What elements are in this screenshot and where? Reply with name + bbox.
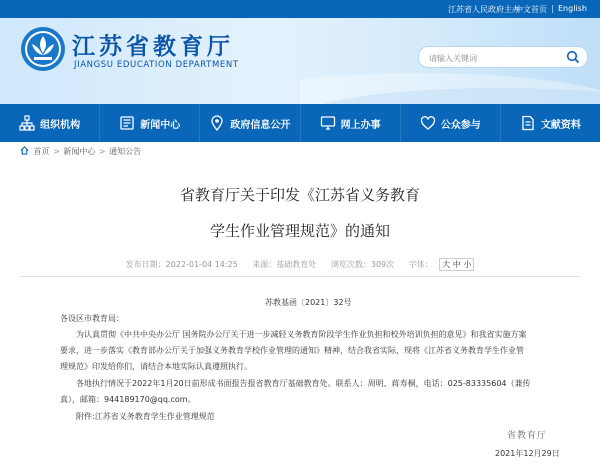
article-title-line2: 学生作业管理规范》的通知 bbox=[209, 222, 390, 240]
meta-divider bbox=[20, 276, 580, 277]
issuer-seal: 省教育厅 bbox=[507, 431, 548, 441]
search-icon[interactable] bbox=[566, 50, 580, 64]
nav-item-organization[interactable] bbox=[0, 104, 100, 142]
issue-date: 2021年12月29日 bbox=[495, 449, 560, 458]
search-box bbox=[418, 46, 588, 68]
article-title-line1: 省教育厅关于印发《江苏省义务教育 bbox=[179, 186, 420, 204]
font-size-switcher bbox=[439, 258, 474, 271]
breadcrumb-home[interactable]: 首页 bbox=[33, 147, 50, 156]
breadcrumb-separator: > bbox=[98, 147, 106, 156]
top-bar bbox=[0, 0, 600, 18]
sponsor-text: 江苏省人民政府主办 bbox=[448, 5, 520, 14]
breadcrumb-news[interactable]: 新闻中心 bbox=[63, 147, 96, 156]
view-count: 浏览次数：309次 bbox=[330, 260, 395, 269]
header-banner bbox=[0, 18, 600, 104]
nav-item-gov-info[interactable] bbox=[200, 104, 300, 142]
news-icon bbox=[119, 115, 135, 131]
font-size-small-button[interactable]: 小 bbox=[463, 260, 472, 269]
main-nav bbox=[0, 104, 600, 142]
org-chart-icon bbox=[19, 115, 35, 131]
attachment-link[interactable]: 附件:江苏省义务教育学生作业管理规范 bbox=[76, 412, 215, 421]
document-number: 苏教基函〔2021〕32号 bbox=[265, 298, 352, 307]
font-size-medium-button[interactable]: 中 bbox=[452, 260, 461, 269]
education-emblem-logo[interactable] bbox=[20, 26, 66, 72]
home-icon bbox=[20, 146, 29, 155]
nav-label-organization: 组织机构 bbox=[40, 119, 81, 131]
site-subtitle: JIANGSU EDUCATION DEPARTMENT bbox=[74, 60, 239, 70]
computer-icon bbox=[320, 115, 336, 131]
paragraph-1-line-3: 理规范》印发给你们，请结合本地实际认真遵照执行。 bbox=[60, 362, 252, 371]
nav-label-gov-info: 政府信息公开 bbox=[230, 119, 291, 131]
search-input[interactable] bbox=[427, 50, 561, 66]
nav-label-public-participation: 公众参与 bbox=[440, 119, 481, 131]
chinese-home-link[interactable]: 中文首页 bbox=[515, 5, 547, 14]
paragraph-2-line-2: 真），邮箱：944189170@qq.com。 bbox=[60, 395, 196, 404]
breadcrumb bbox=[20, 146, 141, 157]
nav-label-news: 新闻中心 bbox=[140, 119, 181, 131]
nav-label-documents: 文献资料 bbox=[540, 119, 581, 131]
english-link[interactable]: English bbox=[558, 4, 587, 13]
salutation: 各设区市教育局： bbox=[60, 314, 124, 323]
topbar-separator: | bbox=[551, 4, 554, 13]
heart-icon bbox=[420, 115, 436, 131]
nav-label-online-service: 网上办事 bbox=[340, 119, 381, 131]
site-title[interactable]: 江苏省教育厅 bbox=[72, 34, 234, 60]
location-pin-icon bbox=[209, 115, 225, 131]
article-source: 来源：基础教育处 bbox=[252, 260, 317, 269]
nav-item-online-service[interactable] bbox=[301, 104, 401, 142]
nav-item-public-participation[interactable] bbox=[401, 104, 501, 142]
publish-date: 发布日期：2022-01-04 14:25 bbox=[125, 260, 238, 269]
font-size-large-button[interactable]: 大 bbox=[442, 260, 451, 269]
nav-item-news[interactable] bbox=[100, 104, 200, 142]
breadcrumb-separator: > bbox=[53, 147, 60, 156]
breadcrumb-current[interactable]: 通知公告 bbox=[109, 147, 142, 156]
nav-item-documents[interactable] bbox=[501, 104, 600, 142]
article-meta bbox=[0, 258, 600, 271]
document-icon bbox=[520, 115, 536, 131]
paragraph-2-line-1: 各地执行情况于2022年1月20日前形成书面报告报省教育厅基础教育处。联系人：周明、蒋寿桐，电话：025-83335604（兼传 bbox=[76, 379, 531, 388]
paragraph-1-line-1: 为认真贯彻《中共中央办公厅 国务院办公厅关于进一步减轻义务教育阶段学生作业负担和校外培训负担的意见》和我省实施方案 bbox=[76, 330, 527, 339]
paragraph-1-line-2: 要求，进一步落实《教育部办公厅关于加强义务教育学校作业管理的通知》精神，结合我省实际，现将《江苏省义务教育学生作业管 bbox=[60, 346, 524, 355]
font-size-label: 字体： bbox=[408, 260, 433, 269]
